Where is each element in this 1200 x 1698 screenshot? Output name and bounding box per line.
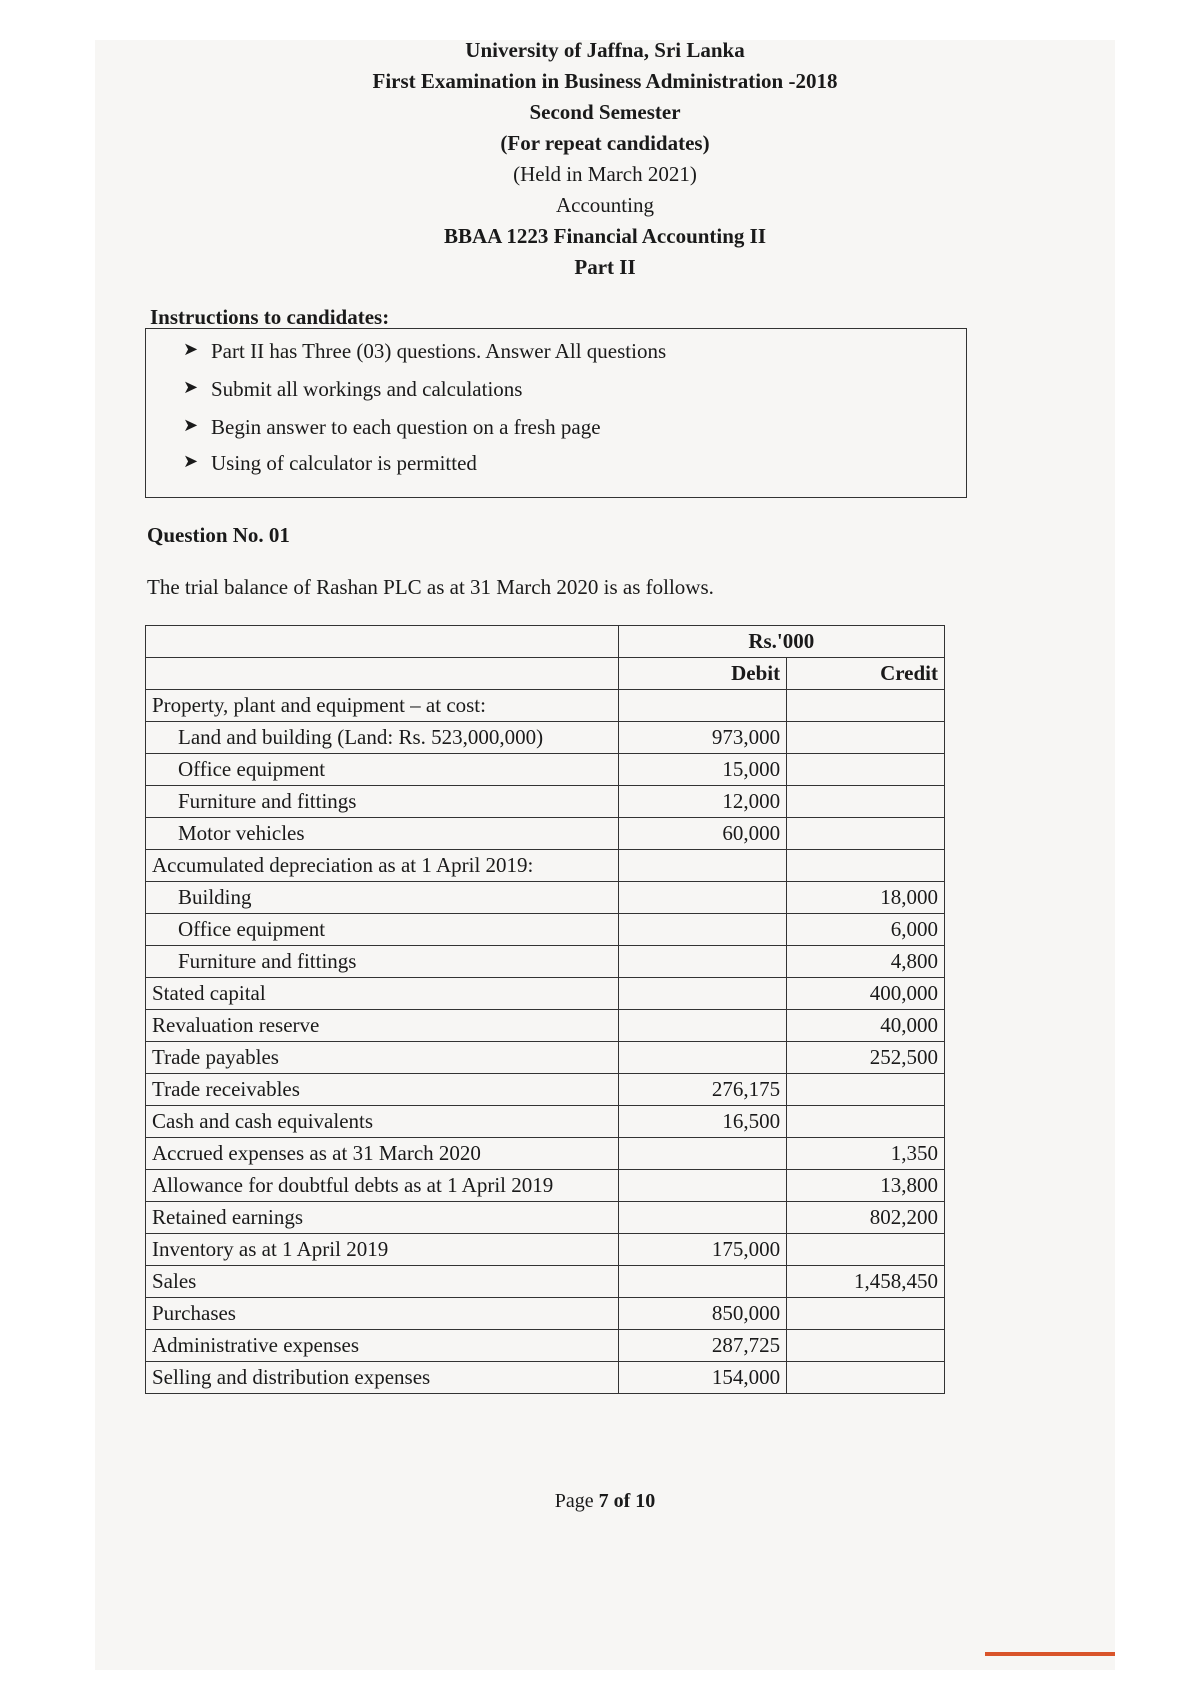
page-number: Page 7 of 10 [554, 1490, 656, 1512]
table-row [146, 882, 945, 914]
credit-amount [787, 1106, 945, 1138]
credit-amount: 1,350 [787, 1138, 945, 1170]
question-intro: The trial balance of Rashan PLC as at 31 March 2020 is as follows. [147, 575, 714, 599]
account-name: Trade payables [146, 1042, 619, 1074]
part-title: Part II [574, 255, 636, 279]
credit-amount [787, 1298, 945, 1330]
account-name: Selling and distribution expenses [146, 1362, 619, 1394]
credit-amount: 6,000 [787, 914, 945, 946]
scan-artifact [985, 1652, 1115, 1656]
account-name: Trade receivables [146, 1074, 619, 1106]
account-name: Administrative expenses [146, 1330, 619, 1362]
table-row [146, 850, 945, 882]
debit-header: Debit [618, 658, 787, 690]
university-name: University of Jaffna, Sri Lanka [465, 38, 745, 62]
table-row [146, 818, 945, 850]
table-row [146, 1138, 945, 1170]
arrow-bullet-icon: ➤ [183, 339, 199, 359]
debit-amount [618, 690, 787, 722]
table-row [146, 978, 945, 1010]
table-row [146, 1010, 945, 1042]
account-name: Furniture and fittings [146, 786, 619, 818]
table-row [146, 914, 945, 946]
semester: Second Semester [529, 100, 681, 124]
account-name: Inventory as at 1 April 2019 [146, 1234, 619, 1266]
table-row [146, 1202, 945, 1234]
instruction-item: ➤ Submit all workings and calculations [183, 377, 523, 401]
debit-amount: 15,000 [618, 754, 787, 786]
account-name: Motor vehicles [146, 818, 619, 850]
arrow-bullet-icon: ➤ [183, 451, 199, 471]
debit-amount [618, 1138, 787, 1170]
debit-amount [618, 850, 787, 882]
course-title: BBAA 1223 Financial Accounting II [443, 224, 767, 248]
credit-amount [787, 1362, 945, 1394]
exam-name: First Examination in Business Administration -2018 [372, 69, 838, 93]
credit-amount: 13,800 [787, 1170, 945, 1202]
credit-amount: 400,000 [787, 978, 945, 1010]
table-row [146, 1170, 945, 1202]
debit-amount: 287,725 [618, 1330, 787, 1362]
arrow-bullet-icon: ➤ [183, 415, 199, 435]
credit-amount: 1,458,450 [787, 1266, 945, 1298]
credit-amount [787, 850, 945, 882]
debit-amount: 12,000 [618, 786, 787, 818]
instructions-title: Instructions to candidates: [150, 305, 390, 329]
debit-amount: 973,000 [618, 722, 787, 754]
account-name: Accrued expenses as at 31 March 2020 [146, 1138, 619, 1170]
account-name: Revaluation reserve [146, 1010, 619, 1042]
table-row [146, 1234, 945, 1266]
table-row [146, 1042, 945, 1074]
debit-amount: 276,175 [618, 1074, 787, 1106]
debit-amount: 154,000 [618, 1362, 787, 1394]
account-name: Sales [146, 1266, 619, 1298]
credit-amount: 40,000 [787, 1010, 945, 1042]
table-row [146, 1266, 945, 1298]
debit-amount [618, 1010, 787, 1042]
table-header-row [146, 626, 945, 658]
credit-amount: 4,800 [787, 946, 945, 978]
account-name: Office equipment [146, 914, 619, 946]
table-row [146, 1106, 945, 1138]
debit-amount: 60,000 [618, 818, 787, 850]
table-row [146, 754, 945, 786]
account-name: Retained earnings [146, 1202, 619, 1234]
credit-header: Credit [787, 658, 945, 690]
table-row [146, 722, 945, 754]
debit-amount [618, 1266, 787, 1298]
account-name: Allowance for doubtful debts as at 1 April 2019 [146, 1170, 619, 1202]
debit-amount [618, 1042, 787, 1074]
debit-amount: 850,000 [618, 1298, 787, 1330]
credit-amount: 252,500 [787, 1042, 945, 1074]
debit-amount [618, 914, 787, 946]
debit-amount [618, 882, 787, 914]
account-name: Land and building (Land: Rs. 523,000,000) [146, 722, 619, 754]
credit-amount [787, 1234, 945, 1266]
instructions-box [145, 328, 967, 498]
account-name: Property, plant and equipment – at cost: [146, 690, 619, 722]
credit-amount: 802,200 [787, 1202, 945, 1234]
table-row [146, 690, 945, 722]
instruction-item: ➤ Part II has Three (03) questions. Answer All questions [183, 339, 667, 363]
debit-amount [618, 946, 787, 978]
account-name: Building [146, 882, 619, 914]
table-row [146, 1362, 945, 1394]
held-date: (Held in March 2021) [513, 162, 697, 186]
credit-amount [787, 818, 945, 850]
candidate-type: (For repeat candidates) [500, 131, 710, 155]
unit-header: Rs.'000 [618, 626, 944, 658]
debit-amount [618, 978, 787, 1010]
instruction-item: ➤ Using of calculator is permitted [183, 451, 477, 475]
account-name: Office equipment [146, 754, 619, 786]
exam-header [95, 35, 1115, 283]
table-row [146, 1330, 945, 1362]
table-row [146, 1298, 945, 1330]
account-name: Accumulated depreciation as at 1 April 2019: [146, 850, 619, 882]
question-title: Question No. 01 [147, 523, 290, 547]
instruction-item: ➤ Begin answer to each question on a fresh page [183, 415, 601, 439]
subject: Accounting [556, 193, 654, 217]
credit-amount [787, 1330, 945, 1362]
credit-amount [787, 722, 945, 754]
credit-amount [787, 786, 945, 818]
credit-amount: 18,000 [787, 882, 945, 914]
credit-amount [787, 754, 945, 786]
debit-amount [618, 1202, 787, 1234]
account-name: Purchases [146, 1298, 619, 1330]
debit-amount: 16,500 [618, 1106, 787, 1138]
credit-amount [787, 690, 945, 722]
table-row [146, 786, 945, 818]
debit-amount: 175,000 [618, 1234, 787, 1266]
credit-amount [787, 1074, 945, 1106]
trial-balance-table [145, 625, 945, 1394]
arrow-bullet-icon: ➤ [183, 377, 199, 397]
table-header-row [146, 658, 945, 690]
debit-amount [618, 1170, 787, 1202]
table-row [146, 1074, 945, 1106]
table-row [146, 946, 945, 978]
account-name: Furniture and fittings [146, 946, 619, 978]
account-name: Cash and cash equivalents [146, 1106, 619, 1138]
account-name: Stated capital [146, 978, 619, 1010]
